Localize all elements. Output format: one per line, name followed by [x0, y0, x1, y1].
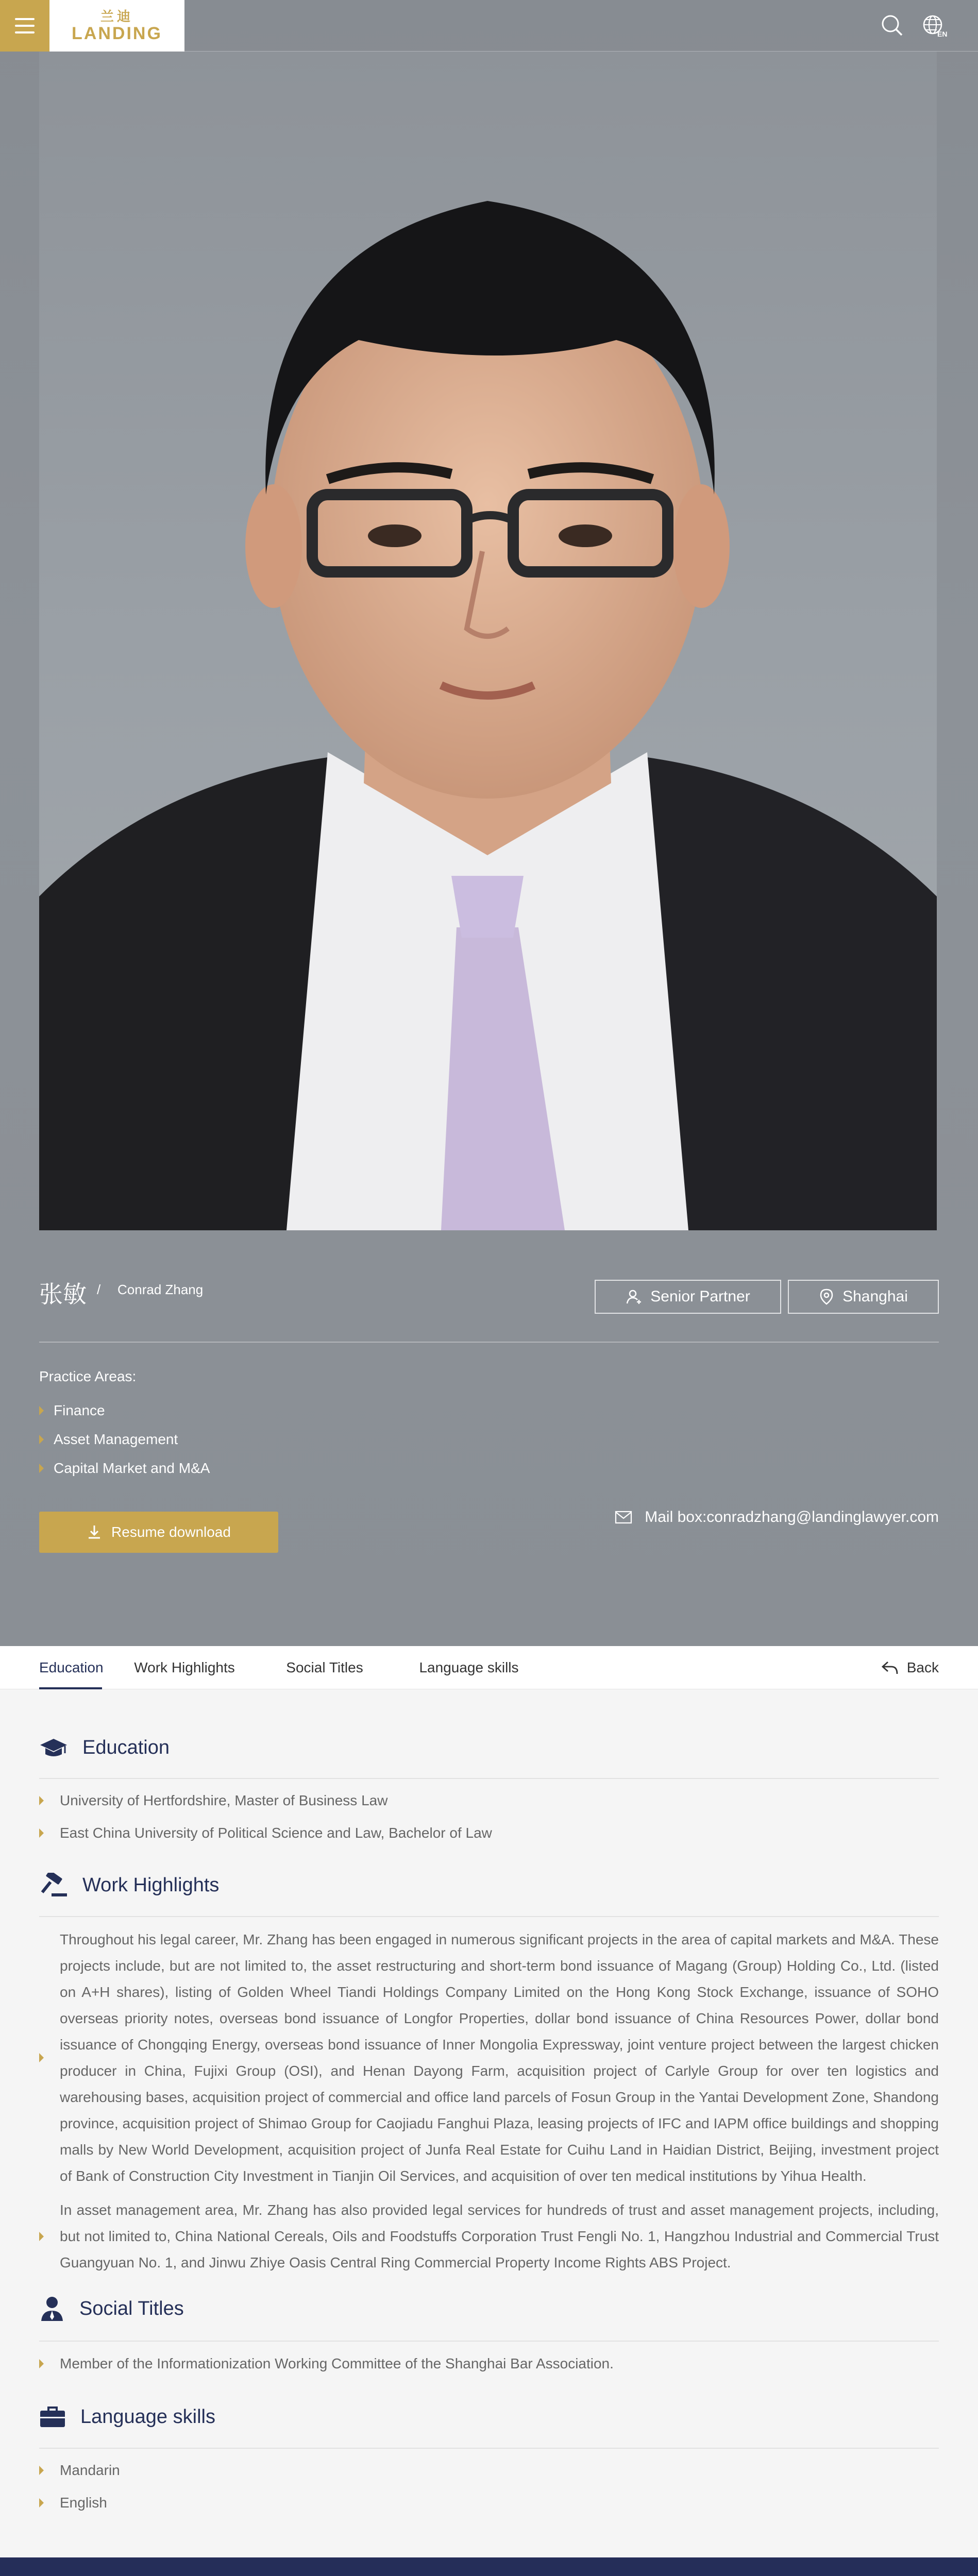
section-tabs: [0, 1646, 978, 1689]
practice-area-item: Capital Market and M&A: [39, 1454, 210, 1483]
mail-contact[interactable]: [615, 1509, 939, 1526]
tab-language-skills[interactable]: Language skills: [419, 1659, 519, 1675]
practice-area-item: Asset Management: [39, 1425, 210, 1454]
tab-work-highlights[interactable]: Work Highlights: [134, 1659, 235, 1675]
language-item: Mandarin: [39, 2458, 939, 2483]
top-icons: [879, 12, 947, 38]
tab-social-titles[interactable]: Social Titles: [286, 1659, 363, 1675]
download-icon: [87, 1524, 102, 1540]
logo-chinese: 兰迪: [100, 9, 133, 24]
location-pin-icon: [819, 1289, 834, 1305]
position-label: Senior Partner: [650, 1288, 750, 1305]
search-icon[interactable]: [879, 12, 905, 38]
work-highlights-title: Work Highlights: [82, 1874, 220, 1896]
language-skills-heading: [39, 2405, 215, 2428]
section-divider: [39, 1916, 939, 1917]
lawyer-portrait: [39, 52, 937, 1230]
social-titles-list: [39, 2351, 939, 2377]
svg-text:EN: EN: [937, 30, 947, 38]
person-badge-icon: [39, 2295, 65, 2322]
work-highlight-item: In asset management area, Mr. Zhang has also provided legal services for hundreds of trust and asset management projects, including, but not limited to, China National Cereals, Oils and Foodstuffs Corporation Trust Fengli No. 1, Hangzhou Industrial and Commercial Trust Guangyuan No. 1, and Jinwu Zhiye Oasis Central Ring Commercial Property Income Rights ABS Project.: [39, 2197, 939, 2276]
menu-button[interactable]: [0, 0, 49, 52]
portrait-illustration: [39, 52, 937, 1230]
work-highlight-item: Throughout his legal career, Mr. Zhang has been engaged in numerous significant projects in the area of capital markets and M&A. These projects include, but are not limited to, the asset restructuring and short-term bond issuance of Magang (Group) Holding Co., Ltd. (listed on A+H shares), listing of Golden Wheel Tiandi Holdings Company Limited on the Hong Kong Stock Exchange, issuance of SOHO overseas priority notes, overseas bond issuance of Longfor Properties, dollar bond issuance of China Resources Power, dollar bond issuance of Chongqing Energy, overseas bond issuance of Inner Mongolia Expressway, joint venture project between the largest chicken producer in China, Fujixi Group (OSI), and Henan Dayong Farm, acquisition project of Carlyle Group for over ten logistics and warehousing bases, acquisition project of commercial and office land parcels of Fosun Group in the Yantai Development Zone, Shandong province, acquisition project of Shimao Group for Caojiadu Fanghui Plaza, leasing projects of IFC and IAPM office buildings and shopping malls by New World Development, acquisition project of Junfa Real Estate for Cuihu Land in Haidian District, Beijing, investment project of Bank of Construction City Investment in Tianjin Oil Services, and acquisition of over ten medical institutions by Yihua Health.: [39, 1926, 939, 2189]
resume-download-label: Resume download: [111, 1524, 231, 1540]
education-item: University of Hertfordshire, Master of Business Law: [39, 1788, 939, 1814]
education-title: Education: [82, 1737, 170, 1758]
top-navigation-bar: [0, 0, 978, 52]
social-titles-title: Social Titles: [79, 2297, 184, 2319]
work-highlights-list: [39, 1926, 939, 2283]
language-skills-title: Language skills: [80, 2405, 215, 2428]
name-chinese: 张敏: [39, 1281, 87, 1308]
work-highlights-heading: [39, 1873, 219, 1897]
education-item: East China University of Political Science and Law, Bachelor of Law: [39, 1820, 939, 1846]
back-label: Back: [906, 1659, 939, 1675]
site-logo[interactable]: [49, 0, 184, 52]
logo-english: LANDING: [72, 24, 162, 43]
menu-icon-line: [15, 31, 35, 33]
menu-icon-line: [15, 25, 35, 27]
education-list: [39, 1788, 939, 1846]
name-english: Conrad Zhang: [117, 1282, 204, 1297]
briefcase-icon: [39, 2405, 66, 2428]
back-button[interactable]: [881, 1646, 939, 1689]
practice-areas-label: Practice Areas:: [39, 1368, 137, 1384]
site-footer: [0, 2557, 978, 2576]
practice-area-item: Finance: [39, 1396, 210, 1425]
graduation-cap-icon: [39, 1738, 68, 1758]
menu-icon-line: [15, 18, 35, 20]
section-divider: [39, 2341, 939, 2342]
hero-divider: [39, 1342, 939, 1343]
person-icon: [626, 1289, 642, 1305]
back-arrow-icon: [881, 1660, 899, 1675]
social-title-item: Member of the Informationization Working Committee of the Shanghai Bar Association.: [39, 2351, 939, 2377]
name-separator: /: [97, 1282, 101, 1297]
language-skills-list: [39, 2458, 939, 2516]
practice-areas-list: [39, 1396, 210, 1483]
section-divider: [39, 2448, 939, 2449]
section-divider: [39, 1778, 939, 1779]
tab-education[interactable]: Education: [39, 1646, 102, 1689]
education-heading: [39, 1737, 170, 1759]
mail-address: Mail box:conradzhang@landinglawyer.com: [645, 1509, 939, 1526]
language-item: English: [39, 2490, 939, 2516]
resume-download-button[interactable]: [39, 1512, 278, 1553]
city-tag: [788, 1280, 939, 1314]
social-titles-heading: [39, 2295, 184, 2322]
gavel-icon: [39, 1873, 68, 1897]
position-tag: [595, 1280, 781, 1314]
globe-language-icon[interactable]: [921, 12, 947, 38]
name-row: [39, 1273, 939, 1314]
city-label: Shanghai: [842, 1288, 908, 1305]
mail-icon: [615, 1511, 632, 1524]
